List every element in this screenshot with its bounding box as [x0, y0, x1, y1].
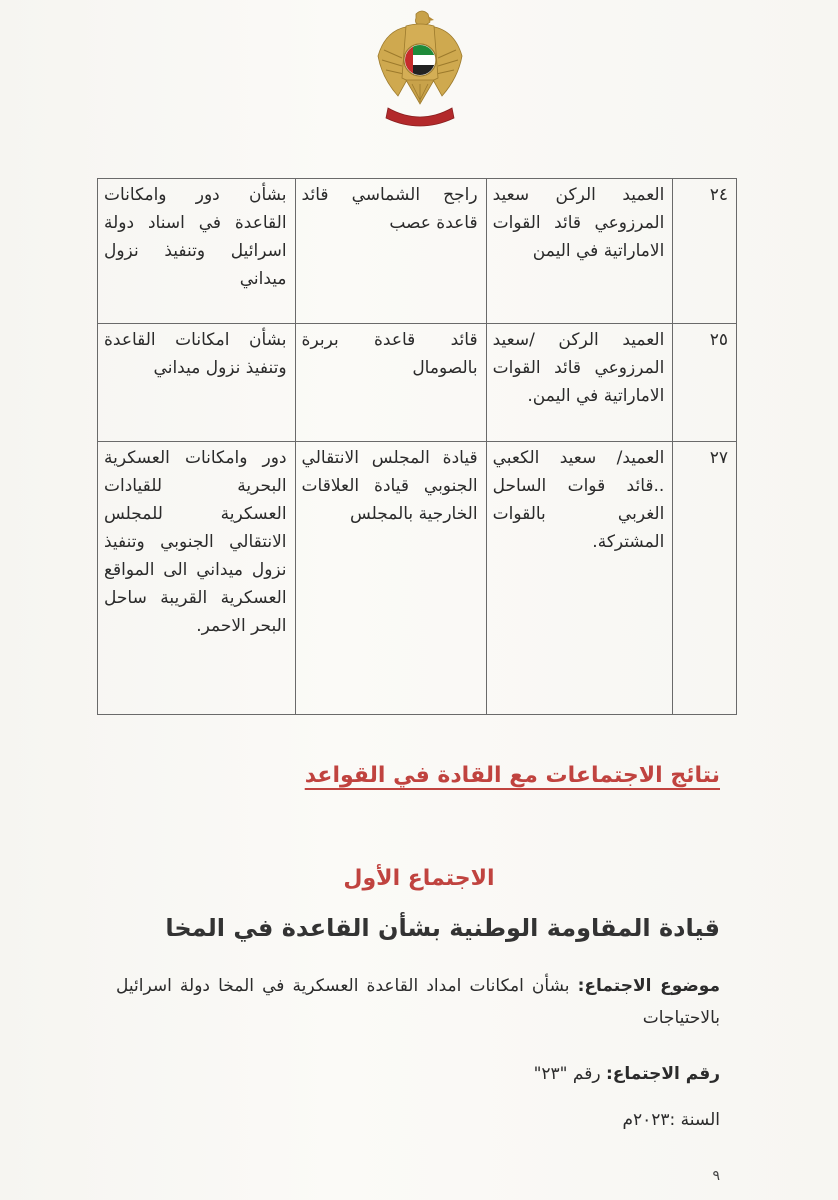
leadership-heading: قيادة المقاومة الوطنية بشأن القاعدة في المخا: [165, 914, 720, 942]
results-heading: نتائج الاجتماعات مع القادة في القواعد: [304, 763, 720, 788]
commander-name: العميد الركن /سعيد المرزوعي قائد القوات الاماراتية في اليمن.: [486, 324, 673, 442]
commander-name: العميد/ سعيد الكعبي ..قائد قوات الساحل الغربي بالقوات المشتركة.: [486, 442, 673, 715]
meeting-heading: الاجتماع الأول: [343, 866, 495, 891]
table-row: [98, 442, 737, 715]
subject-text: بشأن امكانات امداد القاعدة العسكرية في المخا دولة اسرائيل بالاحتياجات: [116, 976, 720, 1028]
row-number: ٢٤: [673, 179, 737, 324]
table-row: [98, 179, 737, 324]
meeting-subject: [116, 970, 720, 1034]
meeting-topic: بشأن امكانات القاعدة وتنفيذ نزول ميداني: [98, 324, 296, 442]
counterpart-role: قيادة المجلس الانتقالي الجنوبي قيادة العلاقات الخارجية بالمجلس: [295, 442, 486, 715]
commander-name: العميد الركن سعيد المرزوعي قائد القوات الاماراتية في اليمن: [486, 179, 673, 324]
meeting-topic: دور وامكانات العسكرية البحرية للقيادات العسكرية للمجلس الانتقالي الجنوبي وتنفيذ نزول ميداني الى المواقع العسكرية القريبة ساحل البحر الاحمر.: [98, 442, 296, 715]
leaders-table: [97, 178, 737, 715]
meeting-year: السنة :٢٠٢٣م: [622, 1110, 720, 1130]
meeting-number-value: رقم "٢٣": [533, 1064, 606, 1084]
row-number: ٢٥: [673, 324, 737, 442]
meeting-number: [534, 1064, 720, 1084]
page-number: ٩: [712, 1168, 720, 1184]
counterpart-role: راجح الشماسي قائد قاعدة عصب: [295, 179, 486, 324]
uae-emblem-icon: [372, 8, 468, 130]
meeting-topic: بشأن دور وامكانات القاعدة في اسناد دولة اسرائيل وتنفيذ نزول ميداني: [98, 179, 296, 324]
row-number: ٢٧: [673, 442, 737, 715]
subject-label: موضوع الاجتماع:: [577, 976, 720, 996]
meeting-number-label: رقم الاجتماع:: [605, 1064, 720, 1084]
table-row: [98, 324, 737, 442]
counterpart-role: قائد قاعدة بربرة بالصومال: [295, 324, 486, 442]
